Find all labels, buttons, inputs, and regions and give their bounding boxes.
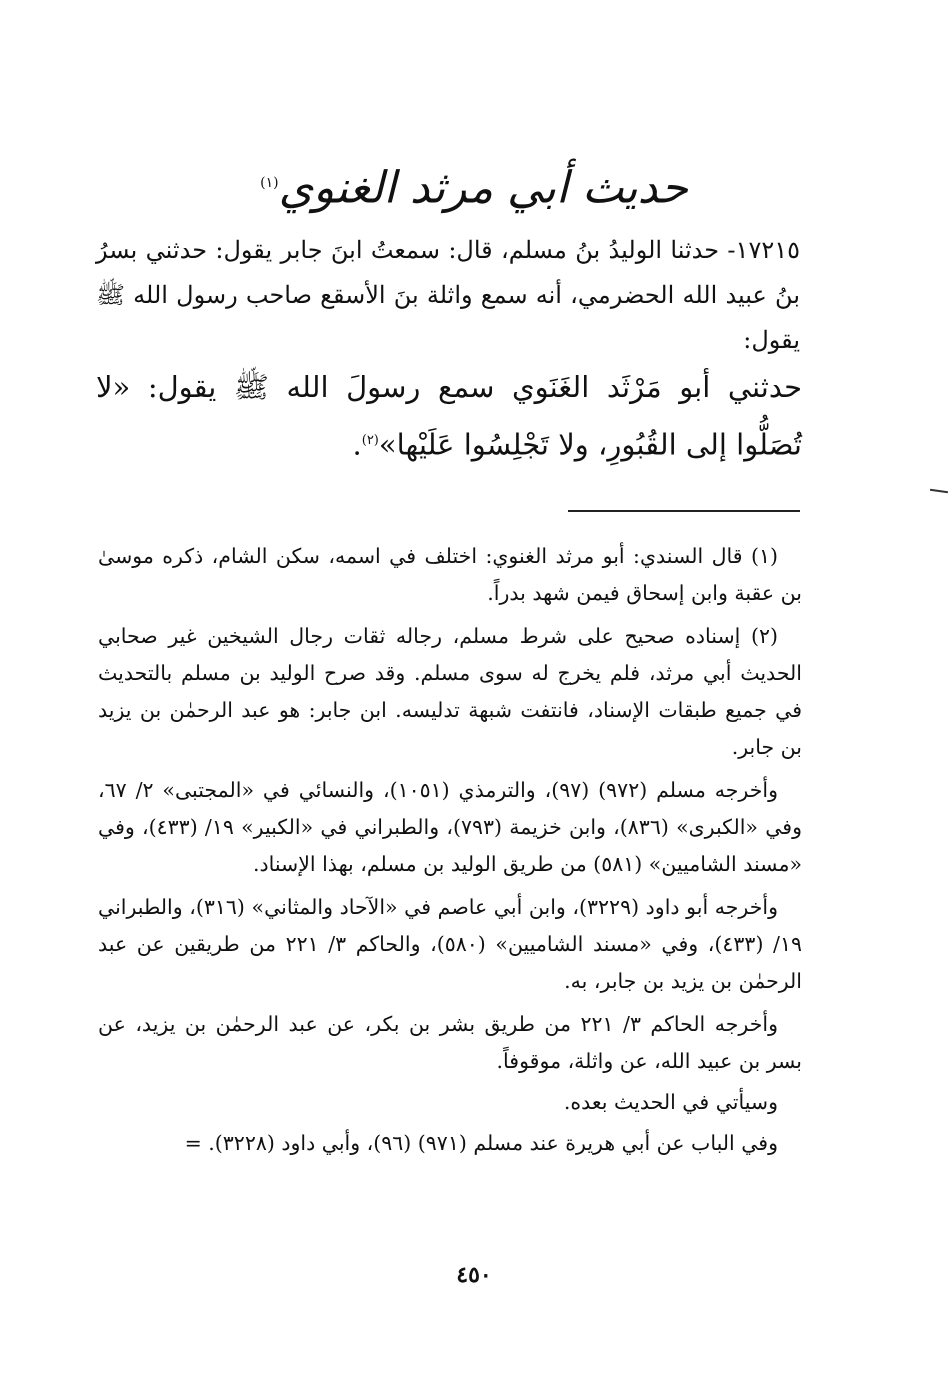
hadith-matn-text: حدثني أبو مَرْثَد الغَنَوي سمع رسولَ الله ﷺ يقول: «لا تُصَلُّوا إلى القُبُورِ، ولا تَجْلِسُوا عَلَيْها» (96, 370, 802, 462)
footnote-1: (١) قال السندي: أبو مرثد الغنوي: اختلف في اسمه، سكن الشام، ذكره موسىٰ بن عقبة وابن إسحاق فيمن شهد بدراً. (98, 544, 802, 605)
footnote-separator (568, 510, 800, 512)
footnote-2-takhrij-c: وأخرجه الحاكم ٣/ ٢٢١ من طريق بشر بن بكر، عن عبد الرحمٰن بن يزيد، عن بسر بن عبيد الله، عن واثلة، موقوفاً. (98, 1012, 802, 1073)
margin-mark (930, 489, 948, 493)
chapter-title (0, 148, 948, 224)
chapter-title-text: حديث أبي مرثد الغنوي (278, 162, 688, 214)
title-footnote-marker: (١) (260, 175, 279, 191)
hadith-matn (96, 360, 802, 472)
hadith-footnote-marker: (٢) (361, 433, 379, 448)
footnotes-section (98, 538, 802, 1166)
footnote-2-takhrij-d: وسيأتي في الحديث بعده. (563, 1090, 778, 1114)
footnote-2: (٢) إسناده صحيح على شرط مسلم، رجاله ثقات رجال الشيخين غير صحابي الحديث أبي مرثد، فلم يخرج له سوى مسلم. وقد صرح الوليد بن مسلم بالتحديث في جميع طبقات الإسناد، فانتفت شبهة تدليسه. ابن جابر: هو عبد الرحمٰن بن يزيد بن جابر. (98, 624, 802, 759)
hadith-end-mark: . (352, 427, 362, 462)
footnote-2-takhrij-b: وأخرجه أبو داود (٣٢٢٩)، وابن أبي عاصم في «الآحاد والمثاني» (٣١٦)، والطبراني ١٩/ (٤٣٣)، وفي «مسند الشاميين» (٥٨٠)، والحاكم ٣/ ٢٢١ من طريقين عن عبد الرحمٰن بن يزيد بن جابر، به. (98, 895, 802, 993)
footnote-2-takhrij-a: وأخرجه مسلم (٩٧٢) (٩٧)، والترمذي (١٠٥١)، والنسائي في «المجتبى» ٢/ ٦٧، وفي «الكبرى» (٨٣٦)، وابن خزيمة (٧٩٣)، والطبراني في «الكبير» ١٩/ (٤٣٣)، وفي «مسند الشاميين» (٥٨١) من طريق الوليد بن مسلم، بهذا الإسناد. (98, 778, 802, 876)
page-number: ٤٥٠ (456, 1262, 492, 1288)
hadith-isnad: ١٧٢١٥- حدثنا الوليدُ بنُ مسلم، قال: سمعتُ ابنَ جابر يقول: حدثني بسرُ بنُ عبيد الله الحضرمي، أنه سمع واثلة بنَ الأسقع صاحب رسول الله ﷺ يقول: (96, 236, 800, 354)
footnote-2-takhrij-e: وفي الباب عن أبي هريرة عند مسلم (٩٧١) (٩٦)، وأبي داود (٣٢٢٨). = (184, 1131, 778, 1155)
